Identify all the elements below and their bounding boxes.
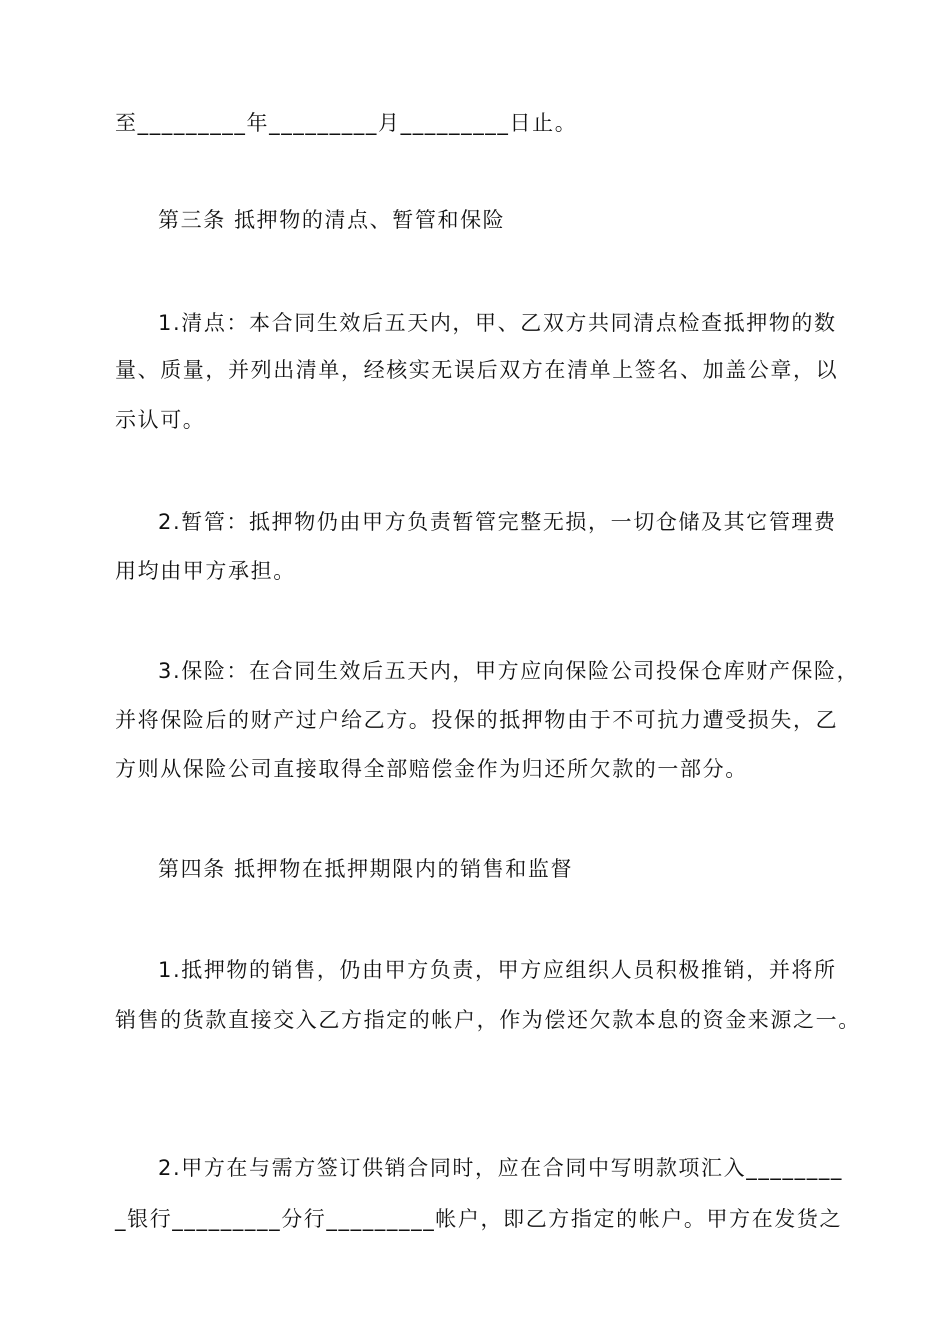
section-heading: 第三条 抵押物的清点、暂管和保险 — [158, 208, 506, 232]
text-line: 量、质量，并列出清单，经核实无误后双方在清单上签名、加盖公章，以 — [115, 358, 839, 382]
text-line: 1.清点：本合同生效后五天内，甲、乙双方共同清点检查抵押物的数 — [158, 311, 837, 335]
text-line: 示认可。 — [115, 408, 206, 432]
text-line: 2.暂管：抵押物仍由甲方负责暂管完整无损，一切仓储及其它管理费 — [158, 510, 837, 534]
text-line: _银行_________分行_________帐户，即乙方指定的帐户。甲方在发货之 — [115, 1207, 843, 1231]
text-line: 销售的货款直接交入乙方指定的帐户，作为偿还欠款本息的资金来源之一。 — [115, 1008, 861, 1032]
text-line: 用均由甲方承担。 — [115, 559, 296, 583]
section-heading: 第四条 抵押物在抵押期限内的销售和监督 — [158, 857, 574, 881]
text-line: 方则从保险公司直接取得全部赔偿金作为归还所欠款的一部分。 — [115, 757, 748, 781]
text-line: 至_________年_________月_________日止。 — [115, 111, 578, 135]
text-line: 2.甲方在与需方签订供销合同时，应在合同中写明款项汇入________ — [158, 1156, 844, 1180]
text-line: 3.保险：在合同生效后五天内，甲方应向保险公司投保仓库财产保险， — [158, 659, 860, 683]
text-line: 1.抵押物的销售，仍由甲方负责，甲方应组织人员积极推销，并将所 — [158, 958, 837, 982]
text-line: 并将保险后的财产过户给乙方。投保的抵押物由于不可抗力遭受损失，乙 — [115, 708, 839, 732]
